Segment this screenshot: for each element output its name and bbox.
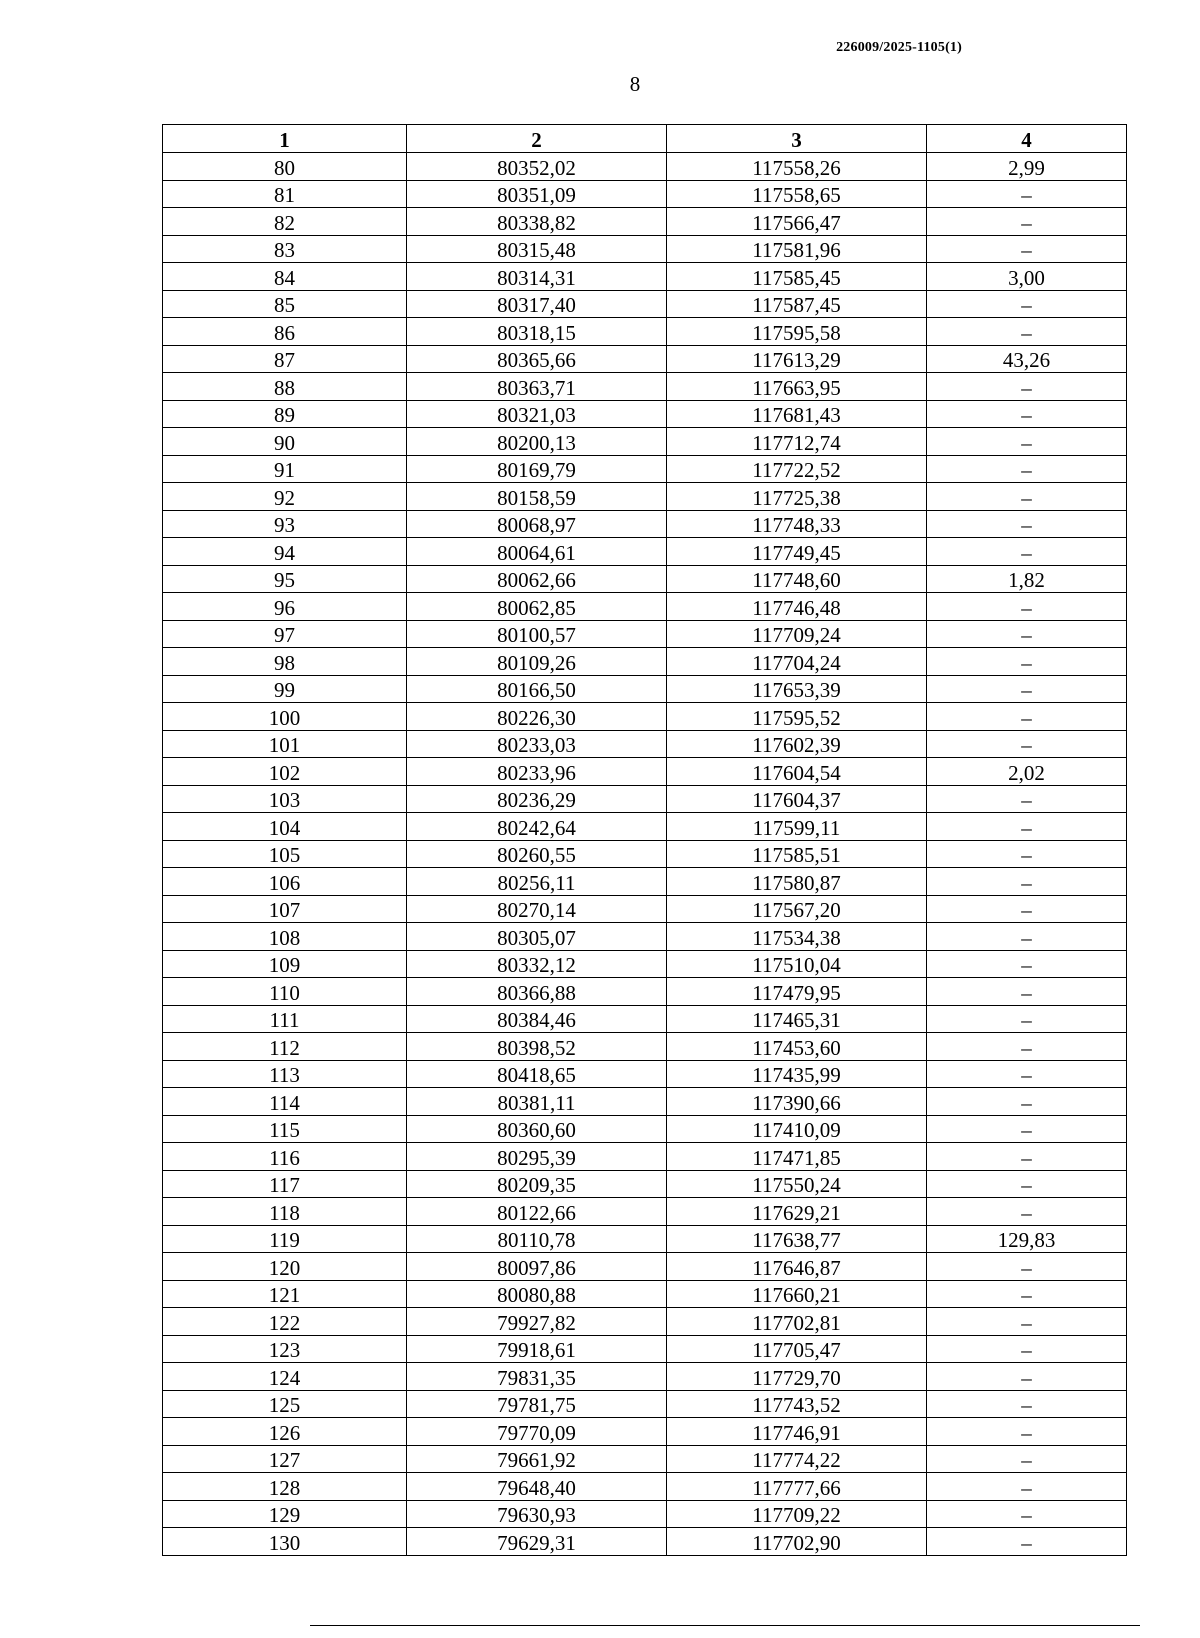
table-cell-col-3: 117681,43 bbox=[667, 400, 927, 428]
table-row bbox=[163, 290, 1127, 318]
table-cell-col-4: – bbox=[927, 813, 1127, 841]
table-cell-col-4: 2,99 bbox=[927, 153, 1127, 181]
table-cell-col-3: 117479,95 bbox=[667, 978, 927, 1006]
table-row bbox=[163, 895, 1127, 923]
table-row bbox=[163, 538, 1127, 566]
table-row bbox=[163, 1253, 1127, 1281]
table-cell-col-1: 107 bbox=[163, 895, 407, 923]
table-cell-col-2: 80398,52 bbox=[407, 1033, 667, 1061]
table-cell-col-4: – bbox=[927, 648, 1127, 676]
table-cell-col-4: – bbox=[927, 483, 1127, 511]
table-row bbox=[163, 1308, 1127, 1336]
table-cell-col-2: 79831,35 bbox=[407, 1363, 667, 1391]
table-row bbox=[163, 593, 1127, 621]
table-row bbox=[163, 565, 1127, 593]
table-cell-col-4: – bbox=[927, 1363, 1127, 1391]
table-cell-col-2: 80242,64 bbox=[407, 813, 667, 841]
table-cell-col-1: 124 bbox=[163, 1363, 407, 1391]
table-cell-col-2: 80384,46 bbox=[407, 1005, 667, 1033]
column-header-3: 3 bbox=[667, 125, 927, 153]
table-cell-col-1: 88 bbox=[163, 373, 407, 401]
table-row bbox=[163, 1418, 1127, 1446]
table-cell-col-4: – bbox=[927, 730, 1127, 758]
table-cell-col-1: 93 bbox=[163, 510, 407, 538]
table-cell-col-2: 80305,07 bbox=[407, 923, 667, 951]
table-cell-col-3: 117777,66 bbox=[667, 1473, 927, 1501]
table-row bbox=[163, 400, 1127, 428]
table-cell-col-3: 117629,21 bbox=[667, 1198, 927, 1226]
table-cell-col-1: 108 bbox=[163, 923, 407, 951]
table-cell-col-3: 117471,85 bbox=[667, 1143, 927, 1171]
table-row bbox=[163, 318, 1127, 346]
table-row bbox=[163, 483, 1127, 511]
table-row bbox=[163, 813, 1127, 841]
table-cell-col-4: – bbox=[927, 593, 1127, 621]
table-cell-col-1: 130 bbox=[163, 1528, 407, 1556]
table-cell-col-3: 117663,95 bbox=[667, 373, 927, 401]
table-row bbox=[163, 1473, 1127, 1501]
table-cell-col-1: 129 bbox=[163, 1500, 407, 1528]
table-row bbox=[163, 730, 1127, 758]
table-cell-col-1: 113 bbox=[163, 1060, 407, 1088]
table-cell-col-4: – bbox=[927, 675, 1127, 703]
table-cell-col-2: 80360,60 bbox=[407, 1115, 667, 1143]
table-cell-col-3: 117599,11 bbox=[667, 813, 927, 841]
table-cell-col-4: – bbox=[927, 400, 1127, 428]
table-cell-col-4: – bbox=[927, 895, 1127, 923]
table-cell-col-4: – bbox=[927, 950, 1127, 978]
table-cell-col-4: – bbox=[927, 235, 1127, 263]
table-cell-col-1: 110 bbox=[163, 978, 407, 1006]
table-cell-col-3: 117465,31 bbox=[667, 1005, 927, 1033]
table-cell-col-2: 80109,26 bbox=[407, 648, 667, 676]
table-row bbox=[163, 1115, 1127, 1143]
table-cell-col-2: 80169,79 bbox=[407, 455, 667, 483]
table-cell-col-3: 117558,65 bbox=[667, 180, 927, 208]
table-cell-col-3: 117602,39 bbox=[667, 730, 927, 758]
table-cell-col-2: 80295,39 bbox=[407, 1143, 667, 1171]
table-cell-col-1: 83 bbox=[163, 235, 407, 263]
table-cell-col-2: 80100,57 bbox=[407, 620, 667, 648]
table-cell-col-1: 120 bbox=[163, 1253, 407, 1281]
table-cell-col-4: – bbox=[927, 1308, 1127, 1336]
table-cell-col-4: – bbox=[927, 180, 1127, 208]
table-cell-col-2: 80068,97 bbox=[407, 510, 667, 538]
table-cell-col-2: 80256,11 bbox=[407, 868, 667, 896]
table-cell-col-4: – bbox=[927, 1170, 1127, 1198]
table-cell-col-2: 80321,03 bbox=[407, 400, 667, 428]
bottom-rule bbox=[310, 1625, 1140, 1626]
table-cell-col-2: 80366,88 bbox=[407, 978, 667, 1006]
table-cell-col-2: 79918,61 bbox=[407, 1335, 667, 1363]
table-cell-col-2: 80315,48 bbox=[407, 235, 667, 263]
table-cell-col-3: 117585,45 bbox=[667, 263, 927, 291]
table-cell-col-2: 80260,55 bbox=[407, 840, 667, 868]
table-cell-col-3: 117709,22 bbox=[667, 1500, 927, 1528]
table-cell-col-3: 117567,20 bbox=[667, 895, 927, 923]
table-cell-col-2: 80062,66 bbox=[407, 565, 667, 593]
table-cell-col-1: 92 bbox=[163, 483, 407, 511]
table-cell-col-3: 117702,81 bbox=[667, 1308, 927, 1336]
table-cell-col-4: – bbox=[927, 1445, 1127, 1473]
table-cell-col-2: 79630,93 bbox=[407, 1500, 667, 1528]
table-row bbox=[163, 153, 1127, 181]
table-row bbox=[163, 1445, 1127, 1473]
column-header-1: 1 bbox=[163, 125, 407, 153]
table-cell-col-4: – bbox=[927, 373, 1127, 401]
table-cell-col-1: 80 bbox=[163, 153, 407, 181]
table-cell-col-3: 117453,60 bbox=[667, 1033, 927, 1061]
table-cell-col-2: 80062,85 bbox=[407, 593, 667, 621]
table-cell-col-4: – bbox=[927, 428, 1127, 456]
table-cell-col-1: 126 bbox=[163, 1418, 407, 1446]
table-cell-col-3: 117534,38 bbox=[667, 923, 927, 951]
table-cell-col-3: 117660,21 bbox=[667, 1280, 927, 1308]
table-row bbox=[163, 840, 1127, 868]
table-cell-col-3: 117410,09 bbox=[667, 1115, 927, 1143]
table-row bbox=[163, 1060, 1127, 1088]
table-cell-col-2: 79927,82 bbox=[407, 1308, 667, 1336]
table-cell-col-1: 125 bbox=[163, 1390, 407, 1418]
table-cell-col-3: 117581,96 bbox=[667, 235, 927, 263]
table-cell-col-2: 80080,88 bbox=[407, 1280, 667, 1308]
table-cell-col-3: 117722,52 bbox=[667, 455, 927, 483]
table-row bbox=[163, 373, 1127, 401]
table-row bbox=[163, 345, 1127, 373]
table-cell-col-1: 100 bbox=[163, 703, 407, 731]
table-cell-col-3: 117646,87 bbox=[667, 1253, 927, 1281]
table-row bbox=[163, 180, 1127, 208]
table-row bbox=[163, 1528, 1127, 1556]
table-cell-col-3: 117595,58 bbox=[667, 318, 927, 346]
table-cell-col-1: 97 bbox=[163, 620, 407, 648]
table-row bbox=[163, 1390, 1127, 1418]
table-cell-col-4: – bbox=[927, 1033, 1127, 1061]
table-cell-col-2: 80233,03 bbox=[407, 730, 667, 758]
table-row bbox=[163, 1005, 1127, 1033]
table-row bbox=[163, 675, 1127, 703]
table-cell-col-1: 81 bbox=[163, 180, 407, 208]
table-cell-col-4: – bbox=[927, 1198, 1127, 1226]
table-cell-col-4: – bbox=[927, 868, 1127, 896]
table-row bbox=[163, 208, 1127, 236]
table-cell-col-4: – bbox=[927, 1473, 1127, 1501]
column-header-4: 4 bbox=[927, 125, 1127, 153]
table-cell-col-1: 121 bbox=[163, 1280, 407, 1308]
table-cell-col-1: 84 bbox=[163, 263, 407, 291]
table-cell-col-1: 85 bbox=[163, 290, 407, 318]
page-number: 8 bbox=[629, 72, 641, 96]
table-cell-col-4: 1,82 bbox=[927, 565, 1127, 593]
table-row bbox=[163, 978, 1127, 1006]
table-cell-col-4: – bbox=[927, 208, 1127, 236]
table-cell-col-1: 112 bbox=[163, 1033, 407, 1061]
table-cell-col-3: 117743,52 bbox=[667, 1390, 927, 1418]
table-cell-col-1: 96 bbox=[163, 593, 407, 621]
table-cell-col-4: – bbox=[927, 1528, 1127, 1556]
table-cell-col-2: 80209,35 bbox=[407, 1170, 667, 1198]
table-cell-col-4: – bbox=[927, 1335, 1127, 1363]
table-cell-col-1: 118 bbox=[163, 1198, 407, 1226]
table-cell-col-1: 102 bbox=[163, 758, 407, 786]
table-row bbox=[163, 923, 1127, 951]
table-cell-col-3: 117746,91 bbox=[667, 1418, 927, 1446]
table-cell-col-3: 117653,39 bbox=[667, 675, 927, 703]
table-cell-col-2: 80365,66 bbox=[407, 345, 667, 373]
table-cell-col-3: 117725,38 bbox=[667, 483, 927, 511]
table-header bbox=[163, 125, 1127, 153]
table-cell-col-4: 2,02 bbox=[927, 758, 1127, 786]
table-cell-col-1: 105 bbox=[163, 840, 407, 868]
table-cell-col-2: 80166,50 bbox=[407, 675, 667, 703]
table-cell-col-1: 95 bbox=[163, 565, 407, 593]
table-cell-col-4: – bbox=[927, 840, 1127, 868]
table-cell-col-2: 79781,75 bbox=[407, 1390, 667, 1418]
table-cell-col-3: 117595,52 bbox=[667, 703, 927, 731]
table-cell-col-1: 104 bbox=[163, 813, 407, 841]
table-cell-col-2: 80352,02 bbox=[407, 153, 667, 181]
table-cell-col-2: 80351,09 bbox=[407, 180, 667, 208]
table-cell-col-4: – bbox=[927, 1418, 1127, 1446]
table-cell-col-1: 89 bbox=[163, 400, 407, 428]
table-cell-col-1: 98 bbox=[163, 648, 407, 676]
table-row bbox=[163, 1033, 1127, 1061]
table-cell-col-3: 117390,66 bbox=[667, 1088, 927, 1116]
table-cell-col-4: – bbox=[927, 1060, 1127, 1088]
table-cell-col-3: 117613,29 bbox=[667, 345, 927, 373]
table-row bbox=[163, 868, 1127, 896]
table-cell-col-3: 117604,37 bbox=[667, 785, 927, 813]
table-cell-col-1: 111 bbox=[163, 1005, 407, 1033]
table-cell-col-4: 43,26 bbox=[927, 345, 1127, 373]
table-row bbox=[163, 1225, 1127, 1253]
table-cell-col-4: – bbox=[927, 1005, 1127, 1033]
table-row bbox=[163, 1363, 1127, 1391]
table-cell-col-4: – bbox=[927, 1390, 1127, 1418]
table-cell-col-2: 80363,71 bbox=[407, 373, 667, 401]
table-cell-col-3: 117748,60 bbox=[667, 565, 927, 593]
table-cell-col-3: 117704,24 bbox=[667, 648, 927, 676]
table-row bbox=[163, 1500, 1127, 1528]
table-cell-col-4: – bbox=[927, 923, 1127, 951]
table-cell-col-4: – bbox=[927, 538, 1127, 566]
table-cell-col-2: 80314,31 bbox=[407, 263, 667, 291]
table-cell-col-2: 79661,92 bbox=[407, 1445, 667, 1473]
table-row bbox=[163, 428, 1127, 456]
table-row bbox=[163, 703, 1127, 731]
table-cell-col-1: 122 bbox=[163, 1308, 407, 1336]
table-cell-col-3: 117566,47 bbox=[667, 208, 927, 236]
table-row bbox=[163, 1280, 1127, 1308]
table-cell-col-3: 117702,90 bbox=[667, 1528, 927, 1556]
table-cell-col-1: 99 bbox=[163, 675, 407, 703]
table-row bbox=[163, 950, 1127, 978]
table-row bbox=[163, 648, 1127, 676]
table-cell-col-3: 117712,74 bbox=[667, 428, 927, 456]
table-row bbox=[163, 1170, 1127, 1198]
table-cell-col-3: 117638,77 bbox=[667, 1225, 927, 1253]
table-cell-col-3: 117585,51 bbox=[667, 840, 927, 868]
table-cell-col-4: – bbox=[927, 1253, 1127, 1281]
table-cell-col-3: 117709,24 bbox=[667, 620, 927, 648]
table-cell-col-1: 106 bbox=[163, 868, 407, 896]
table-cell-col-3: 117774,22 bbox=[667, 1445, 927, 1473]
table-cell-col-4: – bbox=[927, 785, 1127, 813]
table-cell-col-4: – bbox=[927, 1143, 1127, 1171]
table-cell-col-4: 129,83 bbox=[927, 1225, 1127, 1253]
table-cell-col-3: 117604,54 bbox=[667, 758, 927, 786]
table-cell-col-1: 91 bbox=[163, 455, 407, 483]
table-row bbox=[163, 263, 1127, 291]
table-cell-col-1: 87 bbox=[163, 345, 407, 373]
table-row bbox=[163, 455, 1127, 483]
table-cell-col-4: – bbox=[927, 290, 1127, 318]
table-row bbox=[163, 1088, 1127, 1116]
table-cell-col-2: 80318,15 bbox=[407, 318, 667, 346]
table-cell-col-2: 80270,14 bbox=[407, 895, 667, 923]
table-cell-col-2: 80200,13 bbox=[407, 428, 667, 456]
table-row bbox=[163, 510, 1127, 538]
table-cell-col-1: 117 bbox=[163, 1170, 407, 1198]
table-cell-col-2: 80064,61 bbox=[407, 538, 667, 566]
table-cell-col-1: 116 bbox=[163, 1143, 407, 1171]
table-cell-col-4: – bbox=[927, 1115, 1127, 1143]
table-cell-col-2: 80233,96 bbox=[407, 758, 667, 786]
table-cell-col-2: 79648,40 bbox=[407, 1473, 667, 1501]
table-row bbox=[163, 1335, 1127, 1363]
table-cell-col-4: – bbox=[927, 1280, 1127, 1308]
table-row bbox=[163, 235, 1127, 263]
table-cell-col-2: 80317,40 bbox=[407, 290, 667, 318]
table-cell-col-3: 117435,99 bbox=[667, 1060, 927, 1088]
coordinates-table-container bbox=[162, 124, 1126, 1556]
table-cell-col-1: 127 bbox=[163, 1445, 407, 1473]
table-row bbox=[163, 785, 1127, 813]
table-cell-col-1: 94 bbox=[163, 538, 407, 566]
table-cell-col-2: 80122,66 bbox=[407, 1198, 667, 1226]
table-cell-col-2: 80097,86 bbox=[407, 1253, 667, 1281]
table-row bbox=[163, 758, 1127, 786]
table-cell-col-3: 117587,45 bbox=[667, 290, 927, 318]
table-cell-col-2: 80110,78 bbox=[407, 1225, 667, 1253]
table-cell-col-3: 117729,70 bbox=[667, 1363, 927, 1391]
document-number: 226009/2025-1105(1) bbox=[836, 40, 962, 55]
table-cell-col-3: 117748,33 bbox=[667, 510, 927, 538]
table-header-row bbox=[163, 125, 1127, 153]
table-cell-col-2: 80332,12 bbox=[407, 950, 667, 978]
table-cell-col-1: 82 bbox=[163, 208, 407, 236]
table-cell-col-1: 128 bbox=[163, 1473, 407, 1501]
table-cell-col-4: – bbox=[927, 703, 1127, 731]
table-cell-col-1: 119 bbox=[163, 1225, 407, 1253]
table-cell-col-1: 109 bbox=[163, 950, 407, 978]
table-cell-col-2: 80381,11 bbox=[407, 1088, 667, 1116]
table-cell-col-4: 3,00 bbox=[927, 263, 1127, 291]
column-header-2: 2 bbox=[407, 125, 667, 153]
table-cell-col-1: 86 bbox=[163, 318, 407, 346]
table-cell-col-4: – bbox=[927, 318, 1127, 346]
table-cell-col-4: – bbox=[927, 978, 1127, 1006]
table-row bbox=[163, 620, 1127, 648]
table-cell-col-3: 117510,04 bbox=[667, 950, 927, 978]
table-cell-col-3: 117705,47 bbox=[667, 1335, 927, 1363]
table-cell-col-3: 117558,26 bbox=[667, 153, 927, 181]
table-cell-col-2: 80158,59 bbox=[407, 483, 667, 511]
table-cell-col-2: 80418,65 bbox=[407, 1060, 667, 1088]
table-cell-col-3: 117749,45 bbox=[667, 538, 927, 566]
table-cell-col-4: – bbox=[927, 510, 1127, 538]
table-cell-col-1: 101 bbox=[163, 730, 407, 758]
table-cell-col-2: 80338,82 bbox=[407, 208, 667, 236]
table-cell-col-4: – bbox=[927, 1088, 1127, 1116]
table-cell-col-2: 80226,30 bbox=[407, 703, 667, 731]
table-cell-col-2: 79770,09 bbox=[407, 1418, 667, 1446]
table-cell-col-4: – bbox=[927, 455, 1127, 483]
table-cell-col-1: 115 bbox=[163, 1115, 407, 1143]
table-cell-col-1: 90 bbox=[163, 428, 407, 456]
table-cell-col-2: 80236,29 bbox=[407, 785, 667, 813]
table-cell-col-3: 117580,87 bbox=[667, 868, 927, 896]
table-cell-col-1: 114 bbox=[163, 1088, 407, 1116]
table-cell-col-3: 117746,48 bbox=[667, 593, 927, 621]
coordinates-table bbox=[162, 124, 1127, 1556]
table-row bbox=[163, 1198, 1127, 1226]
table-cell-col-1: 123 bbox=[163, 1335, 407, 1363]
table-row bbox=[163, 1143, 1127, 1171]
table-cell-col-1: 103 bbox=[163, 785, 407, 813]
table-cell-col-2: 79629,31 bbox=[407, 1528, 667, 1556]
table-body bbox=[163, 153, 1127, 1556]
table-cell-col-4: – bbox=[927, 620, 1127, 648]
table-cell-col-3: 117550,24 bbox=[667, 1170, 927, 1198]
table-cell-col-4: – bbox=[927, 1500, 1127, 1528]
